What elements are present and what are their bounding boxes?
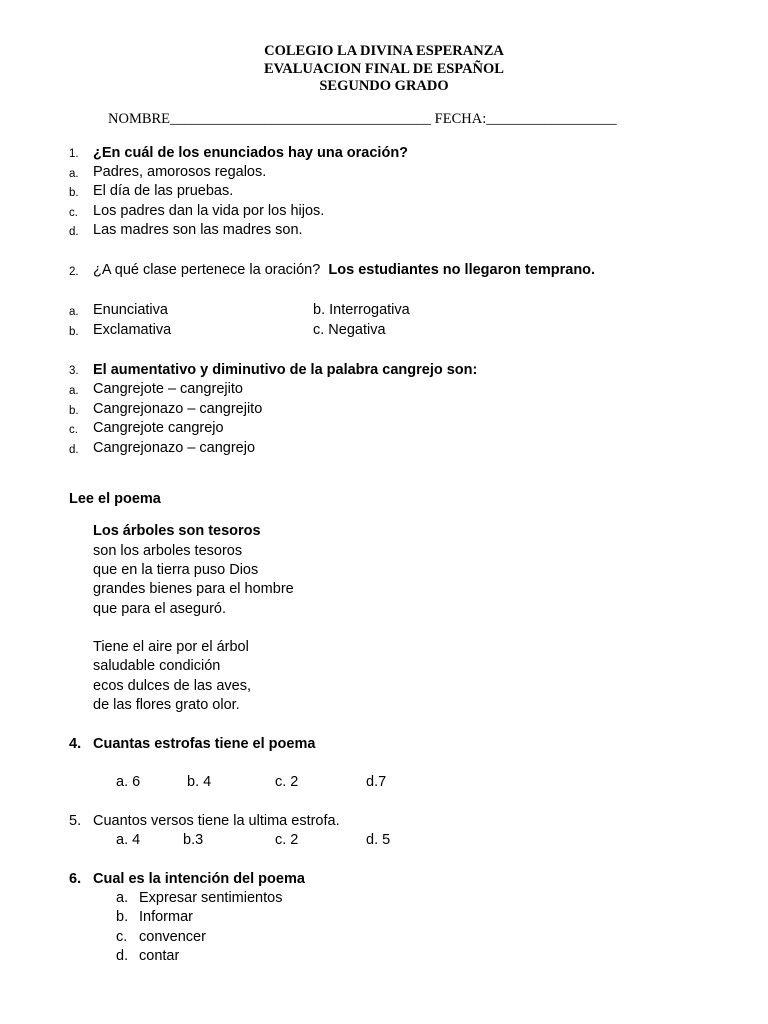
poem-verse: saludable condición	[93, 658, 221, 674]
grade-title: SEGUNDO GRADO	[319, 78, 449, 94]
q6-text: Cual es la intención del poema	[93, 871, 305, 887]
q3-text: El aumentativo y diminutivo de la palabra cangrejo son:	[93, 362, 478, 378]
poem-verse: que para el aseguró.	[93, 601, 227, 617]
q2-option-b: b. Interrogativa	[313, 302, 410, 318]
q1-option-d: Las madres son las madres son.	[93, 222, 303, 238]
poem-verse: son los arboles tesoros	[93, 543, 243, 559]
q5-text: Cuantos versos tiene la ultima estrofa.	[93, 813, 340, 829]
q2-number: 2.	[69, 266, 79, 278]
q6-option-b-letter: b.	[116, 909, 129, 925]
q3-option-a: Cangrejote – cangrejito	[93, 381, 243, 397]
q1-option-b-letter: b.	[69, 187, 79, 199]
q6-number: 6.	[69, 871, 82, 887]
poem-verse: grandes bienes para el hombre	[93, 581, 294, 597]
poem-instruction: Lee el poema	[69, 491, 161, 507]
q4-option: b. 4	[187, 774, 212, 790]
poem-verse: de las flores grato olor.	[93, 697, 240, 713]
q5-option: c. 2	[275, 832, 299, 848]
q6-option-b: Informar	[139, 909, 193, 925]
q3-option-b: Cangrejonazo – cangrejito	[93, 401, 263, 417]
poem-title: Los árboles son tesoros	[93, 523, 261, 539]
q5-option: d. 5	[366, 832, 391, 848]
q3-option-c-letter: c.	[69, 424, 78, 436]
q3-option-d-letter: d.	[69, 444, 79, 456]
q5-option: a. 4	[116, 832, 141, 848]
q2-option-a: Enunciativa	[93, 302, 168, 318]
q1-option-d-letter: d.	[69, 226, 79, 238]
q4-text: Cuantas estrofas tiene el poema	[93, 736, 316, 752]
q3-option-a-letter: a.	[69, 385, 79, 397]
q4-option: a. 6	[116, 774, 141, 790]
q1-number: 1.	[69, 148, 79, 160]
q3-option-c: Cangrejote cangrejo	[93, 420, 224, 436]
q3-option-b-letter: b.	[69, 405, 79, 417]
q2-question: ¿A qué clase pertenece la oración?	[93, 262, 321, 278]
q3-option-d: Cangrejonazo – cangrejo	[93, 440, 256, 456]
q2-option-exclamativa: Exclamativa	[93, 322, 172, 338]
q6-option-c: convencer	[139, 929, 206, 945]
q5-option: b.3	[183, 832, 204, 848]
q6-option-a-letter: a.	[116, 890, 129, 906]
q4-option: c. 2	[275, 774, 299, 790]
q3-number: 3.	[69, 365, 79, 377]
q6-option-d: contar	[139, 948, 180, 964]
q1-option-c-letter: c.	[69, 207, 78, 219]
q4-option: d.7	[366, 774, 387, 790]
q1-option-a-letter: a.	[69, 168, 79, 180]
q1-option-a: Padres, amorosos regalos.	[93, 164, 267, 180]
poem-verse: ecos dulces de las aves,	[93, 678, 251, 694]
q4-number: 4.	[69, 736, 82, 752]
q1-option-c: Los padres dan la vida por los hijos.	[93, 203, 325, 219]
q1-text: ¿En cuál de los enunciados hay una oración?	[93, 145, 409, 161]
q6-option-c-letter: c.	[116, 929, 128, 945]
name-date-line: NOMBRE____________________________________ FECHA:__________________	[108, 111, 617, 127]
q2-option-a-letter: a.	[69, 306, 79, 318]
q6-option-a: Expresar sentimientos	[139, 890, 283, 906]
q2-sentence: Los estudiantes no llegaron temprano.	[328, 262, 596, 278]
q2-option-b-letter: b.	[69, 326, 79, 338]
q6-option-d-letter: d.	[116, 948, 129, 964]
q5-number: 5.	[69, 813, 82, 829]
q2-text	[93, 262, 595, 278]
school-name: COLEGIO LA DIVINA ESPERANZA	[264, 43, 504, 59]
q2-option-c: c. Negativa	[313, 322, 386, 338]
q1-option-b: El día de las pruebas.	[93, 183, 234, 199]
poem-verse: Tiene el aire por el árbol	[93, 639, 249, 655]
exam-title: EVALUACION FINAL DE ESPAÑOL	[264, 61, 504, 77]
poem-verse: que en la tierra puso Dios	[93, 562, 259, 578]
